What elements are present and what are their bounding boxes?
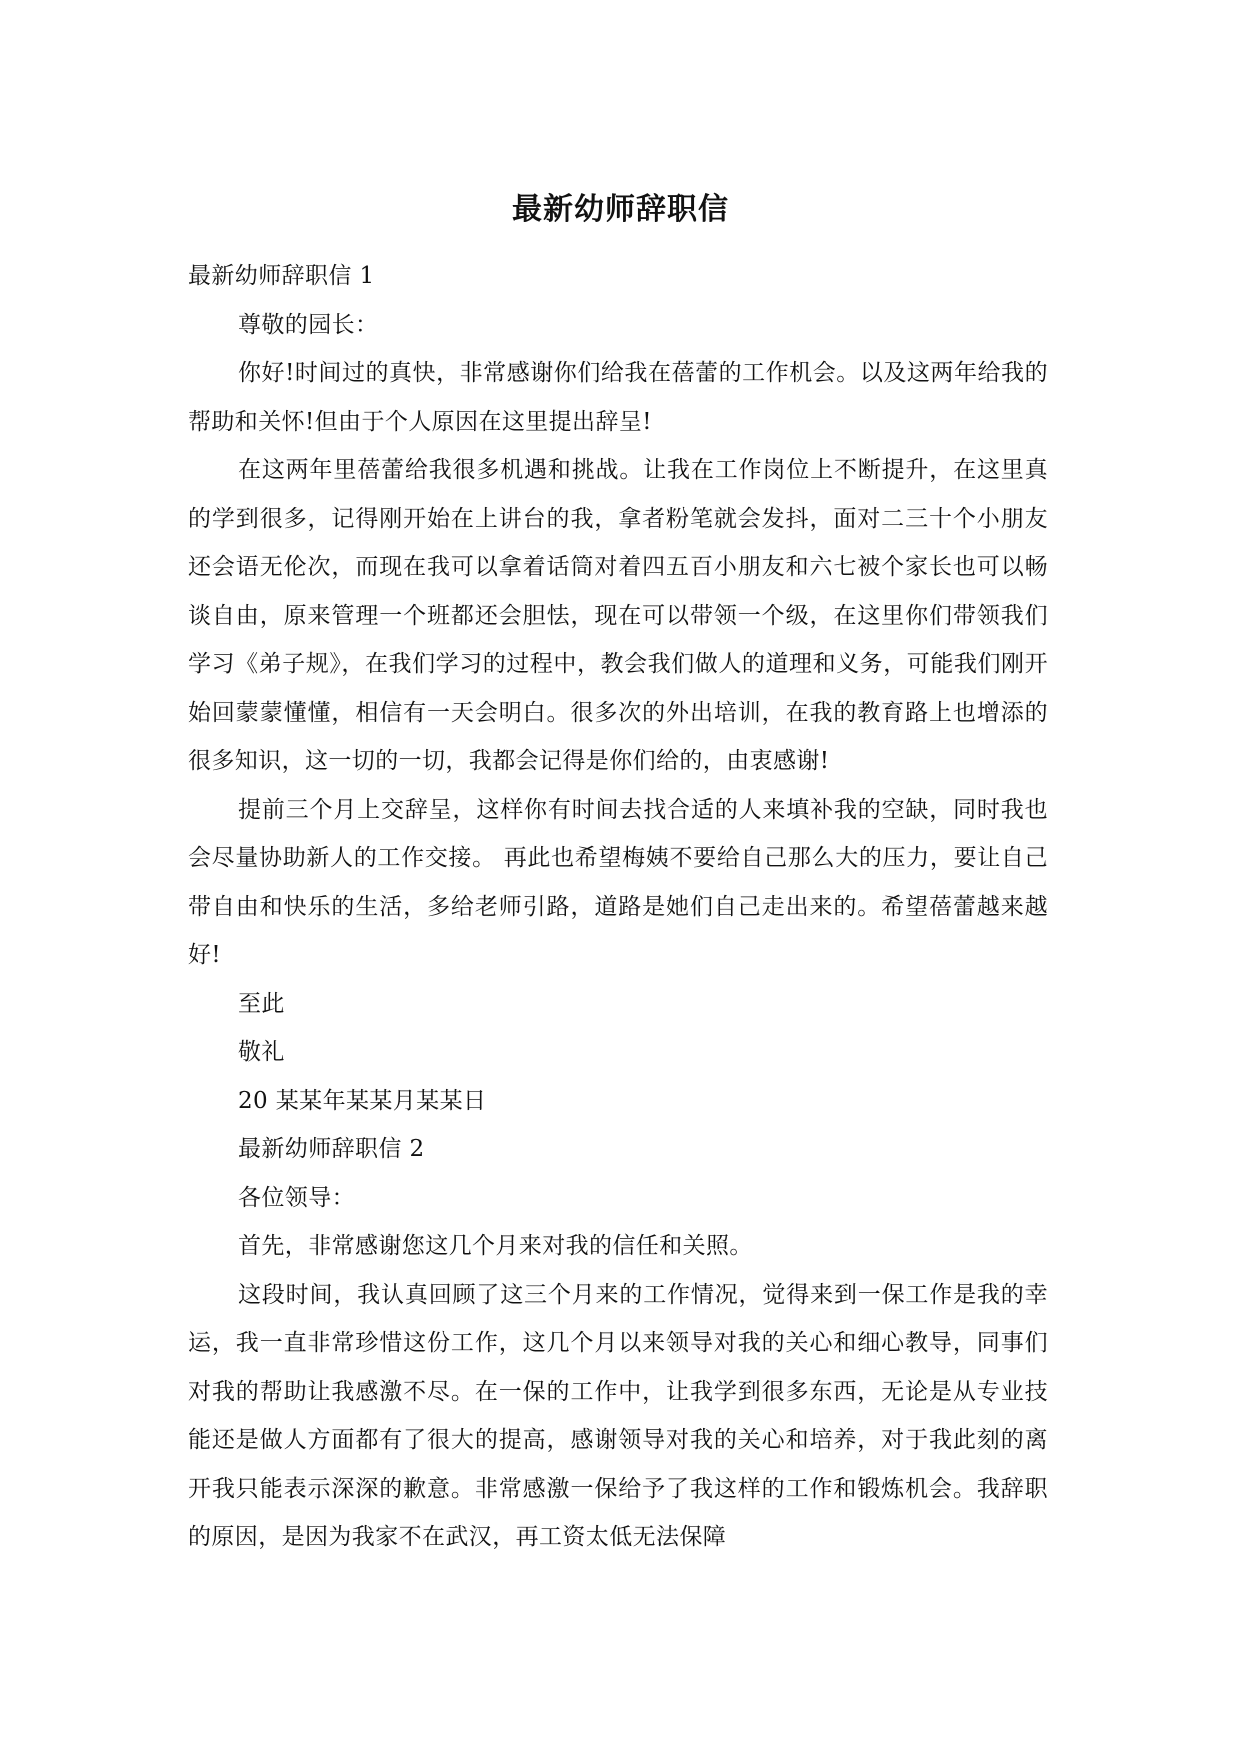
paragraph: 各位领导：: [238, 1184, 355, 1211]
paragraph: 首先，非常感谢您这几个月来对我的信任和关照。: [238, 1233, 753, 1259]
paragraph: 尊敬的园长：: [238, 311, 379, 338]
paragraph: 20 某某年某某月某某日: [238, 1087, 487, 1114]
paragraph: 至此: [238, 990, 285, 1017]
paragraph: 最新幼师辞职信 2: [238, 1136, 425, 1162]
document-body: [188, 252, 1048, 1562]
paragraph: 提前三个月上交辞呈，这样你有时间去找合适的人来填补我的空缺，同时我也会尽量协助新人的工作交接。 再此也希望梅姨不要给自己那么大的压力，要让自己带自由和快乐的生活，多给老师引路，道路是她们自己走出来的。希望蓓蕾越来越好!: [188, 796, 1048, 968]
paragraph: 在这两年里蓓蕾给我很多机遇和挑战。让我在工作岗位上不断提升，在这里真的学到很多，记得刚开始在上讲台的我，拿者粉笔就会发抖，面对二三十个小朋友还会语无伦次，而现在我可以拿着话筒对着四五百小朋友和六七被个家长也可以畅谈自由，原来管理一个班都还会胆怯，现在可以带领一个级，在这里你们带领我们学习《弟子规》，在我们学习的过程中，教会我们做人的道理和义务，可能我们刚开始回蒙蒙懂懂，相信有一天会明白。很多次的外出培训，在我的教育路上也增添的很多知识，这一切的一切，我都会记得是你们给的，由衷感谢!: [188, 457, 1048, 774]
paragraph: 你好!时间过的真快，非常感谢你们给我在蓓蕾的工作机会。以及这两年给我的帮助和关怀!但由于个人原因在这里提出辞呈!: [188, 360, 1048, 435]
paragraph: 敬礼: [238, 1039, 285, 1065]
paragraph: 最新幼师辞职信 1: [188, 263, 375, 289]
document-title: 最新幼师辞职信: [512, 192, 729, 227]
paragraph: 这段时间，我认真回顾了这三个月来的工作情况，觉得来到一保工作是我的幸运，我一直非常珍惜这份工作，这几个月以来领导对我的关心和细心教导，同事们对我的帮助让我感激不尽。在一保的工作中，让我学到很多东西，无论是从专业技能还是做人方面都有了很大的提高，感谢领导对我的关心和培养，对于我此刻的离开我只能表示深深的歉意。非常感激一保给予了我这样的工作和锻炼机会。我辞职的原因，是因为我家不在武汉，再工资太低无法保障: [188, 1281, 1048, 1550]
